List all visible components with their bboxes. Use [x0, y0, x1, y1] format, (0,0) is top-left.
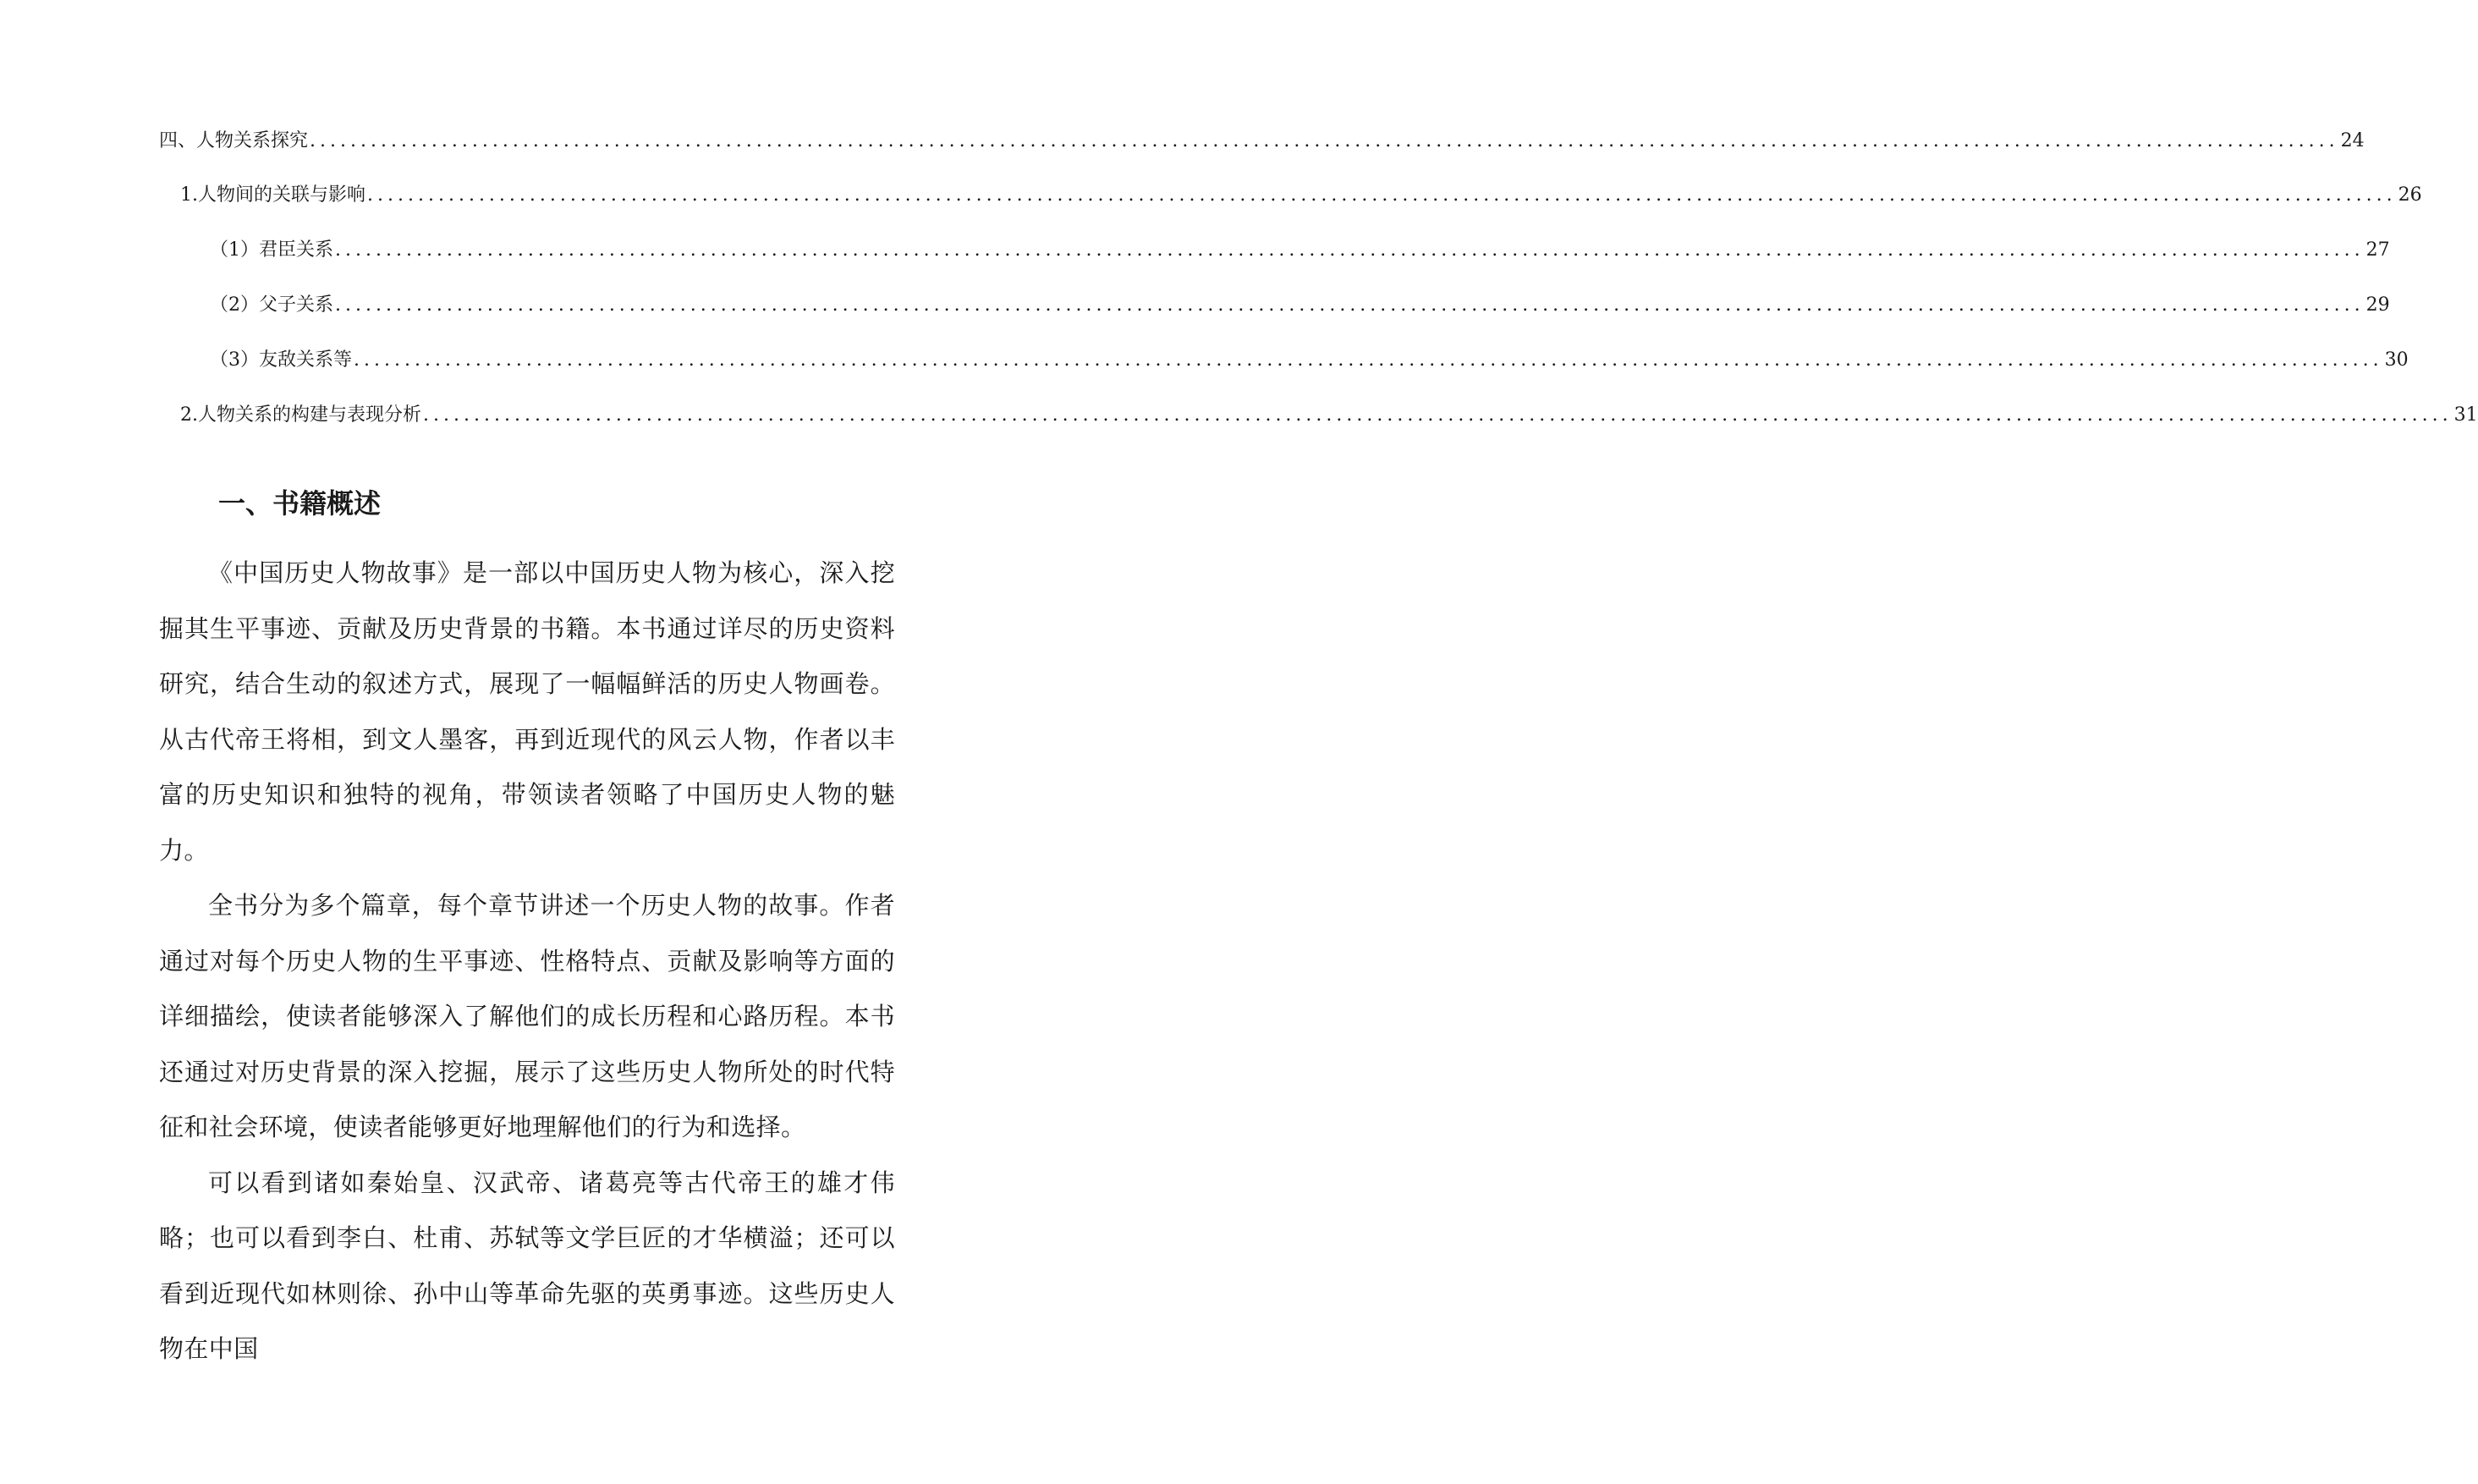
toc-entry[interactable]: [210, 348, 2409, 373]
toc-entry[interactable]: [210, 293, 2390, 318]
section-heading: 一、书籍概述: [218, 487, 382, 519]
toc-entry-label: （3）友敌关系等: [210, 349, 352, 371]
toc-entry-label: 人物关系的构建与表现分析: [198, 404, 422, 426]
toc-dot-leader: ........................................................................................................................................................................................................: [423, 404, 2453, 426]
toc-entry-page: 29: [2365, 294, 2390, 316]
toc-entry-page: 30: [2384, 349, 2409, 371]
toc-entry-number: 2.: [180, 404, 198, 426]
toc-entry-label: （2）父子关系: [210, 294, 333, 316]
toc-entry-page: 24: [2340, 130, 2365, 151]
toc-entry-page: 27: [2365, 239, 2390, 261]
toc-dot-leader: ........................................................................................................................................................................................................: [310, 130, 2339, 151]
section-body: [159, 546, 895, 1377]
toc-dot-leader: ........................................................................................................................................................................................................: [367, 184, 2397, 206]
toc-entry[interactable]: [180, 183, 2422, 208]
body-paragraph: 《中国历史人物故事》是一部以中国历史人物为核心，深入挖掘其生平事迹、贡献及历史背景的书籍。本书通过详尽的历史资料研究，结合生动的叙述方式，展现了一幅幅鲜活的历史人物画卷。从古代帝王将相，到文人墨客，再到近现代的风云人物，作者以丰富的历史知识和独特的视角，带领读者领略了中国历史人物的魅力。: [159, 558, 895, 865]
toc-entry-label: （1）君臣关系: [210, 239, 333, 261]
toc-dot-leader: ........................................................................................................................................................................................................: [335, 294, 2365, 316]
body-paragraph: 全书分为多个篇章，每个章节讲述一个历史人物的故事。作者通过对每个历史人物的生平事迹、性格特点、贡献及影响等方面的详细描绘，使读者能够深入了解他们的成长历程和心路历程。本书还通过对历史背景的深入挖掘，展示了这些历史人物所处的时代特征和社会环境，使读者能够更好地理解他们的行为和选择。: [159, 891, 895, 1141]
toc-dot-leader: ........................................................................................................................................................................................................: [354, 349, 2383, 371]
toc-dot-leader: ........................................................................................................................................................................................................: [335, 239, 2365, 261]
toc-entry-page: 26: [2398, 184, 2422, 206]
toc-entry[interactable]: [159, 129, 2365, 154]
toc-entry[interactable]: [210, 238, 2390, 263]
toc-entry[interactable]: [180, 403, 2478, 428]
toc-entry-page: 31: [2453, 404, 2478, 426]
toc-entry-label: 人物间的关联与影响: [198, 184, 366, 206]
toc-entry-label: 四、人物关系探究: [159, 130, 309, 151]
body-paragraph: 可以看到诸如秦始皇、汉武帝、诸葛亮等古代帝王的雄才伟略；也可以看到李白、杜甫、苏轼等文学巨匠的才华横溢；还可以看到近现代如林则徐、孙中山等革命先驱的英勇事迹。这些历史人物在中国: [159, 1168, 895, 1363]
toc-entry-number: 1.: [180, 184, 198, 206]
